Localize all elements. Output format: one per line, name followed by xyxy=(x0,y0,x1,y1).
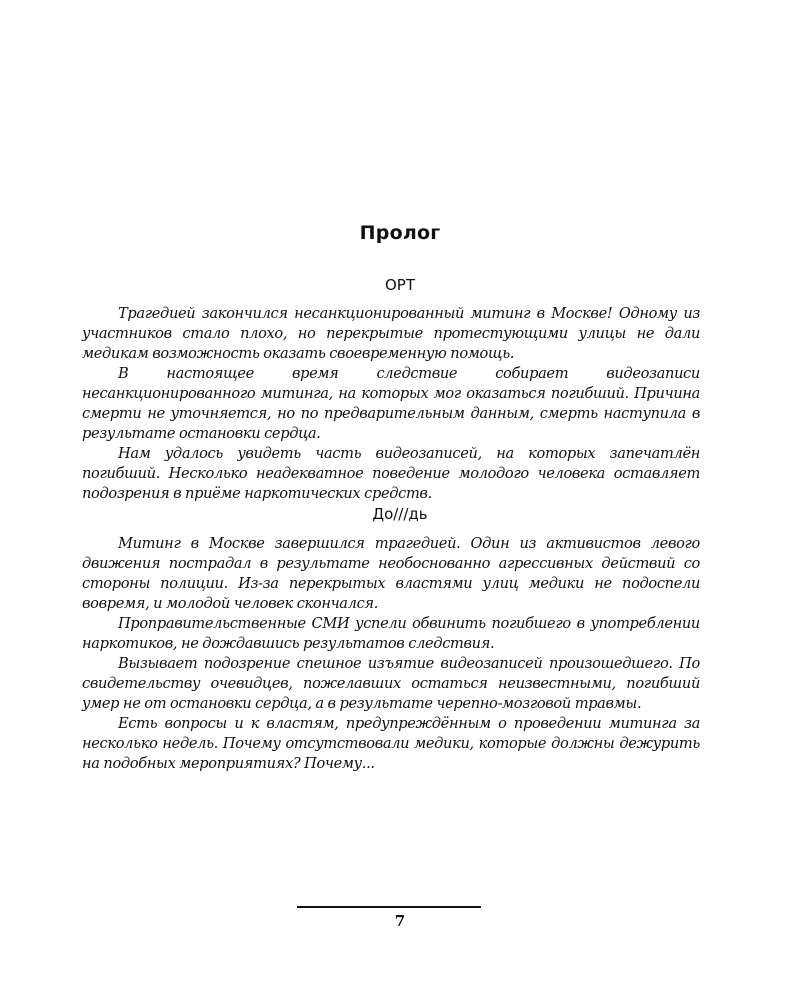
paragraph: Нам удалось увидеть часть видеозаписей, на которых запечатлён погибший. Несколько неадекватное поведение молодого человека оставляет подозрения в приёме наркотических средств. xyxy=(82,445,700,502)
paragraph: В настоящее время следствие собирает видеозаписи несанкционированного митинга, на которых мог оказаться погибший. Причина смерти не уточняется, но по предварительным данным, смерть наступила в результате остановки сердца. xyxy=(82,365,700,442)
paragraph: Трагедией закончился несанкционированный митинг в Москве! Одному из участников стало плохо, но перекрытые протестующими улицы не дали медикам возможность оказать своевременную помощь. xyxy=(82,305,700,362)
paragraph: Митинг в Москве завершился трагедией. Один из активистов левого движения пострадал в результате необоснованно агрессивных действий со стороны полиции. Из-за перекрытых властями улиц медики не подоспели вовремя, и молодой человек скончался. xyxy=(82,535,700,612)
chapter-title: Пролог xyxy=(359,222,441,244)
footer-rule xyxy=(297,906,481,908)
section-body-dozhd xyxy=(82,534,700,774)
paragraph: Вызывает подозрение спешное изъятие видеозаписей произошедшего. По свидетельству очевидцев, пожелавших остаться неизвестными, погибший умер не от остановки сердца, а в результате черепно-мозговой травмы. xyxy=(82,655,700,712)
paragraph: Есть вопросы и к властям, предупреждённым о проведении митинга за несколько недель. Почему отсутствовали медики, которые должны дежурить на подобных мероприятиях? Почему... xyxy=(82,715,700,772)
paragraph: Проправительственные СМИ успели обвинить погибшего в употреблении наркотиков, не дождавшись результатов следствия. xyxy=(82,615,700,652)
section-body-ort xyxy=(82,304,700,504)
section-title-dozhd: До///дь xyxy=(372,505,428,523)
section-title-ort: ОРТ xyxy=(384,276,415,294)
page-number: 7 xyxy=(394,912,406,930)
